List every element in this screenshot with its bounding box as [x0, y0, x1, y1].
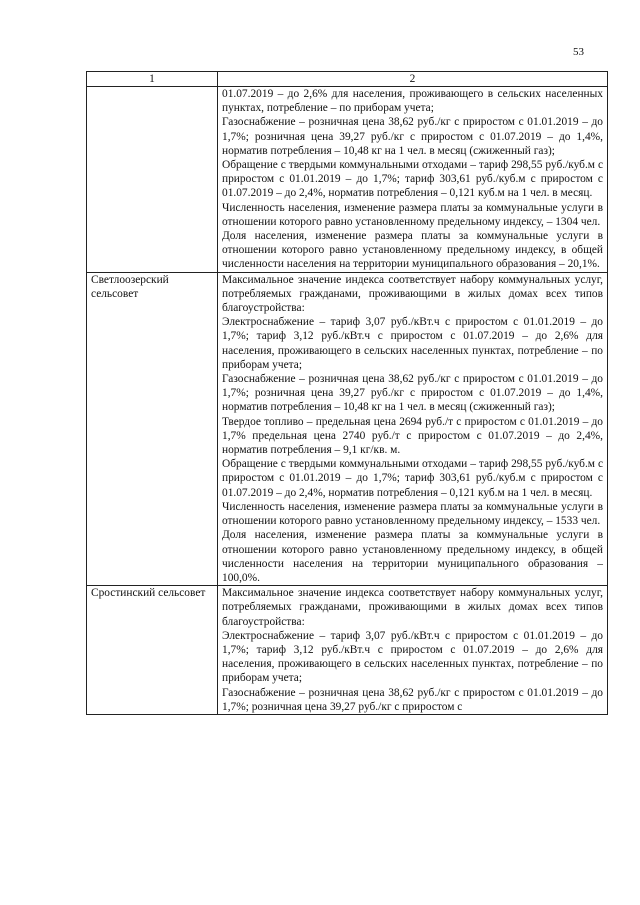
table-header-row [87, 72, 608, 87]
paragraph: Максимальное значение индекса соответствует набору коммунальных услуг, потребляемых гражданами, проживающими в жилых домах всех типов благоустройства: [222, 587, 603, 628]
description-cell [218, 87, 608, 273]
header-cell-2: 2 [218, 72, 608, 87]
tariff-table [86, 71, 608, 715]
paragraph: Электроснабжение – тариф 3,07 руб./кВт.ч с приростом с 01.01.2019 – до 1,7%; тариф 3,12 руб./кВт.ч с приростом с 01.07.2019 – до 2,6% для населения, проживающего в сельских населенных пунктах, потребление – по приборам учета; [222, 316, 603, 371]
municipality-cell [87, 87, 218, 273]
description-cell [218, 586, 608, 715]
page-number: 53 [573, 46, 584, 58]
paragraph: Численность населения, изменение размера платы за коммунальные услуги в отношении которого равно установленному предельному индексу, – 1304 чел. [222, 201, 603, 228]
municipality-cell: Сростинский сельсовет [87, 586, 218, 715]
paragraph: Обращение с твердыми коммунальными отходами – тариф 298,55 руб./куб.м с приростом с 01.01.2019 – до 1,7%; тариф 303,61 руб./куб.м с приростом с 01.07.2019 – до 2,4%, норматив потребления – 0,121 куб.м на 1 чел. в месяц. [222, 458, 603, 499]
header-cell-1: 1 [87, 72, 218, 87]
municipality-cell: Светлоозерский сельсовет [87, 272, 218, 585]
table-row [87, 586, 608, 715]
paragraph: Обращение с твердыми коммунальными отходами – тариф 298,55 руб./куб.м с приростом с 01.01.2019 – до 1,7%; тариф 303,61 руб./куб.м с приростом с 01.07.2019 – до 2,4%, норматив потребления – 0,121 куб.м на 1 чел. в месяц. [222, 159, 603, 200]
paragraph: Доля населения, изменение размера платы за коммунальные услуги в отношении которого равно установленному предельному индексу, в общей численности населения на территории муниципального образования – 20,1%. [222, 230, 603, 271]
paragraph: Твердое топливо – предельная цена 2694 руб./т с приростом с 01.01.2019 – до 1,7% предельная цена 2740 руб./т с приростом с 01.07.2019 – до 2,4%, норматив потребления – 9,1 кг/кв. м. [222, 415, 603, 457]
paragraph: Электроснабжение – тариф 3,07 руб./кВт.ч с приростом с 01.01.2019 – до 1,7%; тариф 3,12 руб./кВт.ч с приростом с 01.07.2019 – до 2,6% для населения, проживающего в сельских населенных пунктах, потребление – по приборам учета; [222, 629, 603, 685]
table-row [87, 87, 608, 273]
paragraph: Газоснабжение – розничная цена 38,62 руб./кг с приростом с 01.01.2019 – до 1,7%; розничная цена 39,27 руб./кг с приростом с 01.07.2019 – до 1,4%, норматив потребления – 10,48 кг на 1 чел. в месяц (сжиженный газ); [222, 116, 603, 157]
paragraph: Численность населения, изменение размера платы за коммунальные услуги в отношении которого равно установленному предельному индексу, – 1533 чел. [222, 500, 603, 528]
table-row [87, 272, 608, 585]
paragraph: Доля населения, изменение размера платы за коммунальные услуги в отношении которого равно установленному предельному индексу, в общей численности населения на территории муниципального образования – 100,0%. [222, 529, 603, 584]
description-cell [218, 272, 608, 585]
paragraph: Максимальное значение индекса соответствует набору коммунальных услуг, потребляемых гражданами, проживающими в жилых домах всех типов благоустройства: [222, 273, 603, 315]
paragraph: Газоснабжение – розничная цена 38,62 руб./кг с приростом с 01.01.2019 – до 1,7%; розничная цена 39,27 руб./кг с приростом с 01.07.2019 – до 1,4%, норматив потребления – 10,48 кг на 1 чел. в месяц (сжиженный газ); [222, 373, 603, 414]
paragraph: Газоснабжение – розничная цена 38,62 руб./кг с приростом с 01.01.2019 – до 1,7%; розничная цена 39,27 руб./кг с приростом с [222, 686, 603, 713]
paragraph: 01.07.2019 – до 2,6% для населения, проживающего в сельских населенных пунктах, потребление – по приборам учета; [222, 88, 603, 115]
